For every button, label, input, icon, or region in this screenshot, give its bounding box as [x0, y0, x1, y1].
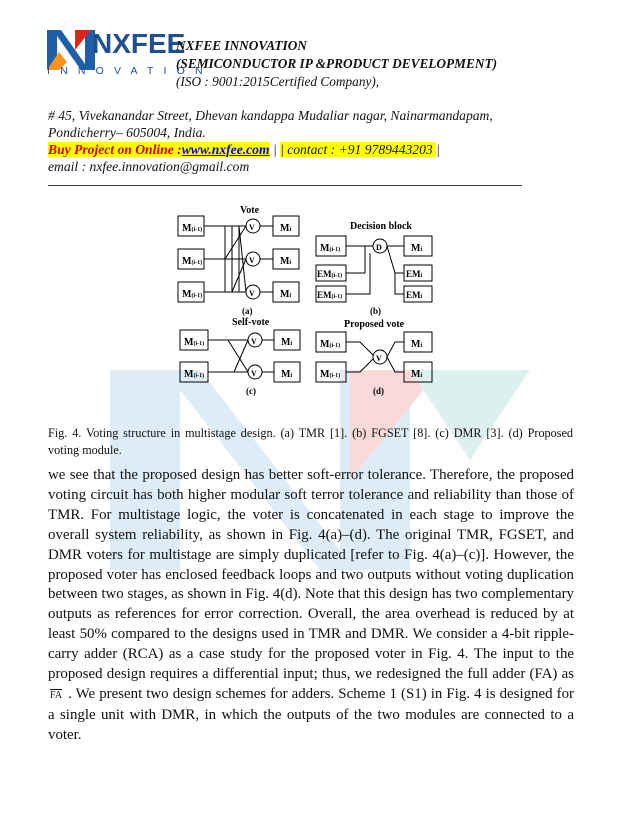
svg-text:Mi: Mi	[411, 339, 423, 350]
address-line-1: # 45, Vivekanandar Street, Dhevan kandappa Mudaliar nagar, Nainarmandapam,	[48, 108, 493, 123]
address-line-2: Pondicherry– 605004, India.	[48, 125, 206, 140]
email-line: email : nxfee.innovation@gmail.com	[48, 159, 250, 174]
svg-text:Mi: Mi	[280, 223, 292, 234]
svg-text:M(i-1): M(i-1)	[182, 223, 203, 234]
svg-text:V: V	[376, 354, 382, 363]
svg-text:M(i-1): M(i-1)	[320, 339, 341, 350]
svg-text:M(i-1): M(i-1)	[184, 337, 205, 348]
voting-structure-figure	[170, 202, 470, 422]
header-divider	[48, 185, 522, 186]
label-c: (c)	[246, 386, 256, 396]
fa-symbol: $\overline{FA}$	[50, 689, 63, 701]
svg-text:Mi: Mi	[281, 337, 293, 348]
svg-text:D: D	[376, 243, 382, 252]
svg-text:M(i-1): M(i-1)	[182, 256, 203, 267]
svg-text:M(i-1): M(i-1)	[182, 289, 203, 300]
buy-online-label: Buy Project on Online :	[48, 142, 182, 157]
svg-text:V: V	[251, 369, 257, 378]
label-decision-block: Decision block	[350, 221, 412, 232]
svg-text:EM(i-1): EM(i-1)	[317, 269, 343, 279]
svg-text:V: V	[249, 289, 255, 298]
svg-text:V: V	[251, 337, 257, 346]
svg-text:Mi: Mi	[280, 256, 292, 267]
label-a: (a)	[242, 306, 253, 316]
svg-text:Mi: Mi	[281, 369, 293, 380]
body-paragraph: we see that the proposed design has better soft-error tolerance. Therefore, the proposed voting circuit has both higher modular soft terror tolerance and reliability than those of TMR. For multistage logic, the voter is concatenated in each stage to improve the overall system reliability, as shown in Fig. 4(a)–(d). The original TMR, FGSET, and DMR voters for multistage are simply duplicated [refer to Fig. 4(a)–(c)]. However, the proposed voter has enclosed feedback loops and two outputs without voting duplication between two stages, as shown in Fig. 4(d). Note that this design has two complementary outputs as references for error correction. Overall, the area overhead is reduced by at least 50% compared to the designs used in TMR and DMR. We consider a 4-bit ripple-carry adder (RCA) as a case study for the proposed voter in Fig. 4. The input to the proposed design requires a differential input; thus, we redesigned the full adder (FA) as $\overline{FA}$ . We present two design schemes for adders. Scheme 1 (S1) in Fig. 4 is designed for a single unit with DMR, in which the outputs of the two modules are connected to a voter.	[48, 467, 574, 743]
svg-text:EMi: EMi	[406, 290, 423, 300]
svg-text:V: V	[249, 223, 255, 232]
svg-text:Mi: Mi	[280, 289, 292, 300]
svg-text:EM(i-1): EM(i-1)	[317, 290, 343, 300]
svg-text:V: V	[249, 256, 255, 265]
svg-text:Mi: Mi	[411, 369, 423, 380]
logo-wordmark: NXFEE	[92, 28, 186, 59]
label-d: (d)	[373, 386, 384, 396]
svg-text:Mi: Mi	[411, 243, 423, 254]
svg-text:EMi: EMi	[406, 269, 423, 279]
label-b: (b)	[370, 306, 381, 316]
svg-text:M(i-1): M(i-1)	[184, 369, 205, 380]
logo-subtext: INNOVATION	[47, 65, 213, 77]
company-name: NXFEE INNOVATION	[176, 38, 307, 53]
contact-phone: | contact : +91 9789443203	[280, 142, 437, 157]
label-vote: Vote	[240, 205, 260, 216]
svg-text:M(i-1): M(i-1)	[320, 243, 341, 254]
label-proposed-vote: Proposed vote	[344, 319, 405, 330]
contact-line: Buy Project on Online :www.nxfee.com | | contact : +91 9789443203 |	[48, 142, 440, 157]
figure-caption: Fig. 4. Voting structure in multistage design. (a) TMR [1]. (b) FGSET [8]. (c) DMR [3]. (d) Proposed voting module.	[48, 426, 573, 457]
label-self-vote: Self-vote	[232, 317, 270, 328]
company-cert: (ISO : 9001:2015Certified Company),	[176, 74, 380, 89]
company-tagline: (SEMICONDUCTOR IP &PRODUCT DEVELOPMENT)	[176, 56, 498, 71]
svg-text:M(i-1): M(i-1)	[320, 369, 341, 380]
website-link[interactable]: www.nxfee.com	[181, 142, 270, 157]
